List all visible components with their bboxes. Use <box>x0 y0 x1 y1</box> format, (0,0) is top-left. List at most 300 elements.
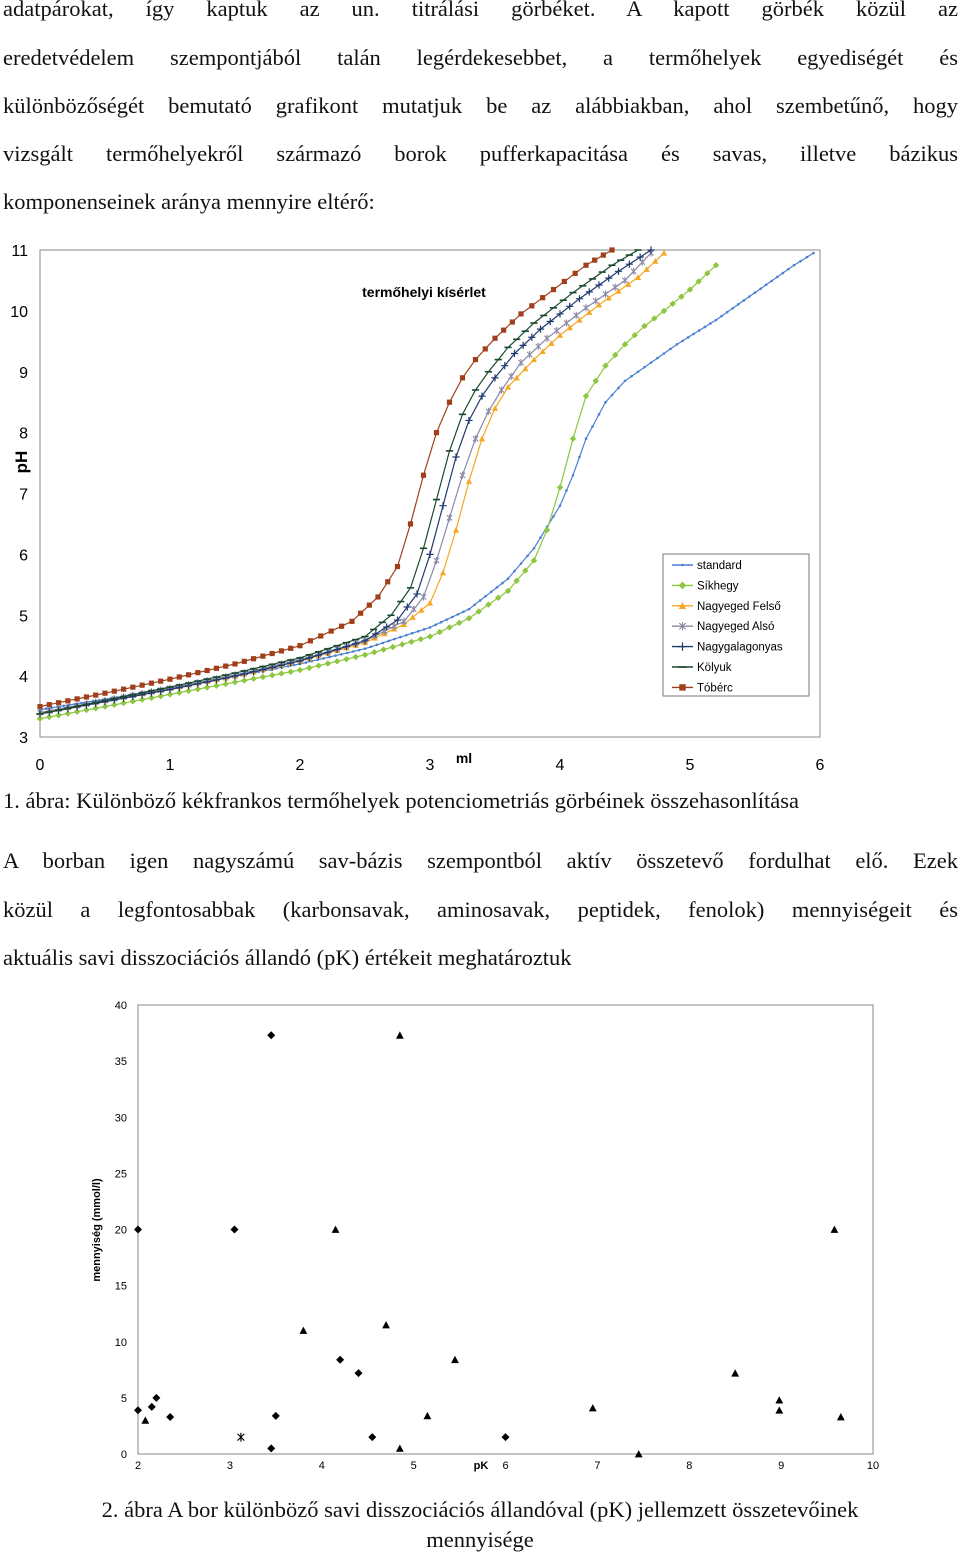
data-point <box>62 705 65 708</box>
data-point <box>421 473 426 478</box>
data-point <box>232 661 237 666</box>
y-axis-label: pH <box>12 450 31 474</box>
data-point <box>395 564 400 569</box>
legend-label: standard <box>697 560 742 572</box>
data-point <box>551 287 556 292</box>
data-point <box>591 425 594 428</box>
data-point <box>565 489 568 492</box>
data-point <box>656 357 659 360</box>
data-point <box>583 393 589 399</box>
data-point <box>468 608 471 611</box>
data-point <box>272 1412 280 1420</box>
data-point <box>418 636 424 642</box>
data-point <box>297 643 302 648</box>
data-point <box>731 1369 739 1376</box>
series-line <box>40 250 651 714</box>
data-point <box>681 340 684 343</box>
x-tick-label: 5 <box>685 757 695 774</box>
data-point <box>759 287 762 290</box>
data-point <box>483 346 488 351</box>
data-point <box>434 430 439 435</box>
data-point <box>754 291 757 294</box>
data-point <box>336 1356 344 1364</box>
data-point <box>573 271 578 276</box>
data-point <box>552 515 555 518</box>
intro-line-4: vizsgált termőhelyekről származó borok pufferkapacitása és savas, illetve bázikus <box>3 141 958 166</box>
data-point <box>381 642 384 645</box>
data-point <box>540 295 545 300</box>
intro-line-3: különbözőségét bemutató grafikont mutatjuk be az alábbiakban, ahol szembetűnő, hogy <box>3 93 958 118</box>
data-point <box>297 667 303 673</box>
data-point <box>630 375 633 378</box>
data-point <box>692 333 695 336</box>
data-point <box>267 1031 275 1039</box>
data-point <box>385 579 390 584</box>
data-point <box>462 610 465 613</box>
data-point <box>251 656 256 661</box>
data-point <box>598 413 601 416</box>
x-tick-label: 1 <box>165 757 175 774</box>
series-triangle <box>141 1031 844 1457</box>
data-point <box>242 659 247 664</box>
series-star <box>238 1433 245 1442</box>
middle-line-1: A borban igen nagyszámú sav-bázis szempontból aktív összetevő fordulhat elő. Ezek <box>3 848 958 873</box>
x-tick-label: 9 <box>778 1460 785 1472</box>
data-point <box>492 405 498 411</box>
intro-line-1: adatpárokat, így kaptuk az un. titrálási görbéket. A kapott görbék közül az <box>3 0 958 21</box>
legend-marker <box>681 564 684 567</box>
data-point <box>439 502 446 509</box>
data-point <box>358 611 363 616</box>
data-point <box>589 1404 597 1411</box>
data-point <box>37 704 42 709</box>
data-point <box>375 594 380 599</box>
data-point <box>250 676 256 682</box>
data-point <box>437 629 443 635</box>
data-point <box>399 641 405 647</box>
legend-marker <box>679 684 685 690</box>
data-point <box>507 577 510 580</box>
x-tick-label: 2 <box>134 1460 142 1472</box>
data-point <box>288 646 293 651</box>
data-point <box>112 689 117 694</box>
data-point <box>676 343 679 346</box>
data-point <box>536 343 541 350</box>
data-point <box>704 326 707 329</box>
data-point <box>490 590 493 593</box>
data-point <box>812 252 815 255</box>
data-point <box>593 297 598 304</box>
data-point <box>349 619 354 624</box>
data-point <box>393 638 396 641</box>
y-tick-label: 15 <box>114 1280 127 1293</box>
figure-1-caption: 1. ábra: Különböző kékfrankos termőhelyek potenciometriás görbéinek összehasonlítása <box>3 788 800 813</box>
data-point <box>456 620 462 626</box>
data-point <box>631 268 636 275</box>
data-point <box>382 1321 390 1328</box>
data-point <box>557 484 563 490</box>
data-point <box>390 644 396 650</box>
data-point <box>260 674 266 680</box>
data-point <box>447 400 452 405</box>
data-point <box>544 335 549 342</box>
data-point <box>329 628 334 633</box>
data-point <box>510 319 515 324</box>
y-axis-label: mennyiség (mmol/l) <box>91 1178 103 1282</box>
data-point <box>451 616 454 619</box>
data-point <box>544 527 550 533</box>
data-point <box>687 336 690 339</box>
y-tick-label: 40 <box>114 1000 127 1012</box>
data-point <box>492 336 497 341</box>
data-point <box>609 247 614 252</box>
data-point <box>453 527 459 533</box>
legend-label: Nagyeged Alsó <box>697 621 775 634</box>
data-point <box>223 664 228 669</box>
x-axis-label: ml <box>455 750 473 766</box>
data-point <box>529 303 534 308</box>
middle-line-3: aktuális savi disszociációs állandó (pK) értékeit meghatároztuk <box>3 945 572 970</box>
data-point <box>539 536 542 539</box>
data-point <box>332 1226 340 1233</box>
y-tick-label: 5 <box>120 1392 127 1405</box>
data-point <box>465 417 472 424</box>
y-tick-label: 7 <box>19 486 28 504</box>
data-point <box>624 380 627 383</box>
data-point <box>622 277 627 284</box>
data-point <box>473 604 476 607</box>
data-point <box>186 672 191 677</box>
data-point <box>417 630 420 633</box>
data-point <box>559 504 562 507</box>
middle-line-2: közül a legfontosabbak (karbonsavak, aminosavak, peptidek, fenolok) mennyiségeit és <box>3 897 958 922</box>
data-point <box>166 1413 174 1421</box>
data-point <box>387 640 390 643</box>
data-point <box>232 679 238 685</box>
data-point <box>611 394 614 397</box>
data-point <box>241 677 247 683</box>
data-point <box>601 252 606 257</box>
data-point <box>270 651 275 656</box>
data-point <box>121 687 126 692</box>
data-point <box>604 401 607 404</box>
series-line <box>40 265 716 719</box>
data-point <box>562 279 567 284</box>
data-point <box>141 1416 149 1423</box>
data-point <box>376 644 379 647</box>
data-point <box>661 250 667 256</box>
data-point <box>316 658 319 661</box>
data-point <box>408 639 414 645</box>
data-point <box>643 366 646 369</box>
data-point <box>421 593 426 600</box>
data-point <box>554 327 559 334</box>
data-point <box>782 272 785 275</box>
data-point <box>501 582 504 585</box>
data-point <box>831 1226 839 1233</box>
data-point <box>288 669 294 675</box>
data-point <box>306 665 312 671</box>
data-point <box>158 679 163 684</box>
legend-label: Kölyuk <box>697 662 732 674</box>
data-point <box>65 698 70 703</box>
data-point <box>396 1444 404 1451</box>
data-point <box>205 668 210 673</box>
data-point <box>140 683 145 688</box>
data-point <box>84 694 89 699</box>
data-point <box>460 472 465 479</box>
data-point <box>279 648 284 653</box>
series-tóbérc <box>37 247 614 709</box>
x-tick-labels <box>135 1460 879 1472</box>
data-point <box>583 263 588 268</box>
x-tick-labels <box>36 757 825 774</box>
y-tick-label: 5 <box>19 608 28 626</box>
data-point <box>230 1226 238 1234</box>
legend-label: Tóbérc <box>697 682 733 695</box>
data-point <box>626 261 633 268</box>
data-point <box>698 329 701 332</box>
data-point <box>149 681 154 686</box>
data-point <box>837 1413 845 1420</box>
data-point <box>793 264 796 267</box>
chart-title: termőhelyi kísérlet <box>362 284 486 300</box>
data-point <box>370 645 373 648</box>
data-point <box>130 685 135 690</box>
data-point <box>709 322 712 325</box>
figure-2-caption-line-1: 2. ábra A bor különböző savi disszociációs állandóval (pK) jellemzett összetevőinek <box>101 1497 859 1522</box>
data-point <box>47 702 52 707</box>
data-point <box>447 514 452 521</box>
data-point <box>509 373 514 380</box>
x-tick-label: 4 <box>555 757 565 774</box>
data-point <box>426 551 433 558</box>
data-point <box>355 1369 363 1377</box>
data-point <box>775 1406 783 1413</box>
figure-2-caption-line-2: mennyisége <box>426 1527 534 1552</box>
x-tick-label: 10 <box>866 1460 880 1472</box>
data-point <box>647 246 654 253</box>
data-point <box>737 303 740 306</box>
data-point <box>260 654 265 659</box>
data-point <box>806 256 809 259</box>
data-point <box>346 652 349 655</box>
data-point <box>405 634 408 637</box>
data-point <box>214 666 219 671</box>
intro-line-2: eredetvédelem szempontjából talán legérdekesebbet, a termőhelyek egyediségét és <box>3 45 958 70</box>
data-point <box>334 654 337 657</box>
data-point <box>353 654 359 660</box>
intro-line-5: komponenseinek aránya mennyire eltérő: <box>3 189 375 214</box>
data-point <box>325 660 331 666</box>
data-point <box>368 1433 376 1441</box>
data-point <box>238 1433 245 1442</box>
data-point <box>583 304 588 311</box>
data-point <box>457 613 460 616</box>
data-point <box>322 657 325 660</box>
data-point <box>440 621 443 624</box>
x-tick-label: 7 <box>594 1460 601 1472</box>
y-tick-label: 6 <box>19 547 28 565</box>
series-síkhegy <box>37 262 719 722</box>
data-point <box>167 677 172 682</box>
data-point <box>520 562 523 565</box>
y-tick-label: 30 <box>114 1112 127 1125</box>
data-point <box>526 555 529 558</box>
data-point <box>446 624 452 630</box>
data-point <box>93 692 98 697</box>
x-tick-label: 6 <box>502 1460 509 1472</box>
legend <box>663 554 809 696</box>
data-point <box>334 658 340 664</box>
plot-area-frame <box>138 1005 873 1454</box>
data-point <box>223 681 229 687</box>
data-point <box>134 1406 142 1414</box>
data-point <box>451 1356 459 1363</box>
data-point <box>152 1394 160 1402</box>
data-point <box>427 600 433 606</box>
y-tick-label: 3 <box>19 730 28 747</box>
data-point <box>787 268 790 271</box>
data-point <box>499 386 504 393</box>
data-point <box>396 1031 404 1038</box>
y-tick-label: 10 <box>114 1336 127 1349</box>
data-point <box>340 653 343 656</box>
y-tick-label: 25 <box>114 1168 127 1181</box>
data-point <box>358 649 361 652</box>
data-point <box>484 595 487 598</box>
data-point <box>380 646 386 652</box>
x-tick-label: 3 <box>425 757 435 774</box>
data-point <box>637 370 640 373</box>
data-point <box>501 328 506 333</box>
series-line <box>40 250 612 707</box>
x-tick-label: 3 <box>226 1460 233 1472</box>
data-point <box>617 387 620 390</box>
x-tick-label: 6 <box>815 757 825 774</box>
x-tick-label: 0 <box>35 757 45 774</box>
data-point <box>473 435 478 442</box>
data-point <box>502 1433 510 1441</box>
data-point <box>423 628 426 631</box>
data-point <box>479 436 485 442</box>
data-point <box>318 633 323 638</box>
x-tick-label: 8 <box>686 1460 693 1472</box>
y-tick-labels <box>10 243 28 747</box>
data-point <box>533 547 536 550</box>
data-point <box>518 311 523 316</box>
data-point <box>445 618 448 621</box>
legend-label: Nagyeged Felső <box>697 600 781 613</box>
data-point <box>743 299 746 302</box>
data-point <box>399 636 402 639</box>
data-point <box>731 307 734 310</box>
data-point <box>343 656 349 662</box>
data-point <box>650 361 653 364</box>
data-point <box>328 656 331 659</box>
data-point <box>148 1403 156 1411</box>
x-tick-label: 5 <box>410 1460 417 1472</box>
data-point <box>479 599 482 602</box>
data-point <box>308 638 313 643</box>
y-tick-label: 35 <box>114 1056 127 1069</box>
data-point <box>315 662 321 668</box>
data-point <box>564 319 569 326</box>
y-tick-label: 11 <box>11 243 28 260</box>
data-point <box>102 691 107 696</box>
data-point <box>339 624 344 629</box>
data-point <box>518 359 523 366</box>
data-point <box>177 674 182 679</box>
data-point <box>429 626 432 629</box>
data-point <box>486 408 491 415</box>
data-point <box>748 295 751 298</box>
data-point <box>770 280 773 283</box>
data-point <box>427 633 433 639</box>
data-point <box>496 586 499 589</box>
data-point <box>473 357 478 362</box>
data-point <box>411 632 414 635</box>
data-point <box>527 351 532 358</box>
data-point <box>299 1327 307 1334</box>
data-point <box>513 570 516 573</box>
data-point <box>408 521 413 526</box>
data-point <box>720 315 723 318</box>
data-point <box>578 456 581 459</box>
data-point <box>305 661 308 664</box>
data-point <box>765 283 768 286</box>
data-point <box>776 276 779 279</box>
data-point <box>195 670 200 675</box>
series-line <box>40 253 651 713</box>
data-point <box>367 603 372 608</box>
data-point <box>593 378 599 384</box>
data-point <box>371 649 377 655</box>
data-point <box>362 652 368 658</box>
data-point <box>570 436 576 442</box>
data-point <box>267 1444 275 1452</box>
data-point <box>80 702 83 705</box>
y-tick-label: 20 <box>114 1224 127 1237</box>
data-point <box>669 348 672 351</box>
data-point <box>278 670 284 676</box>
data-point <box>663 352 666 355</box>
data-point <box>434 557 439 564</box>
data-point <box>424 1412 432 1419</box>
data-point <box>726 311 729 314</box>
data-point <box>75 696 80 701</box>
y-tick-label: 10 <box>10 303 28 321</box>
data-point <box>775 1396 783 1403</box>
data-point <box>799 260 802 263</box>
data-point <box>411 606 416 613</box>
data-point <box>574 312 579 319</box>
data-point <box>460 375 465 380</box>
y-tick-label: 4 <box>19 669 28 687</box>
data-point <box>572 474 575 477</box>
data-point <box>603 291 608 298</box>
data-point <box>269 672 275 678</box>
legend-label: Síkhegy <box>697 580 739 593</box>
data-point <box>585 437 588 440</box>
pk-scatter-chart <box>0 990 960 1510</box>
data-point <box>452 453 459 460</box>
data-point <box>440 570 446 576</box>
scatter-points <box>134 1031 845 1457</box>
x-tick-label: 2 <box>295 757 305 774</box>
data-point <box>466 478 472 484</box>
y-tick-label: 0 <box>120 1449 127 1461</box>
